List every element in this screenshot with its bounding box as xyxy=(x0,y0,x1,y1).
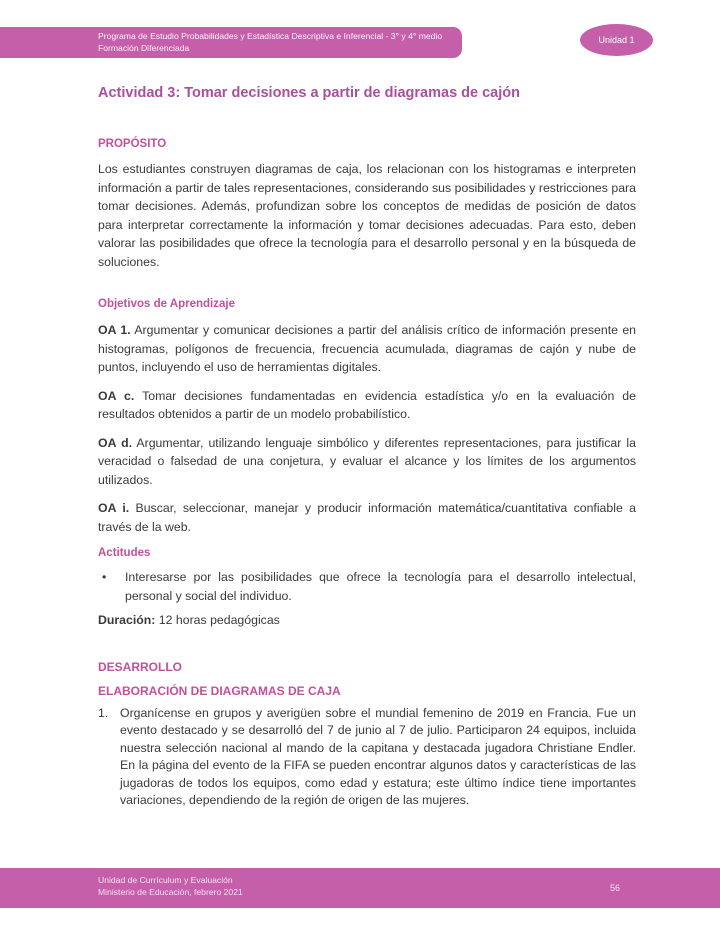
oa-item-d xyxy=(98,434,636,490)
unit-badge: Unidad 1 xyxy=(580,24,653,56)
actitudes-bullet-item xyxy=(98,568,636,605)
program-title-line1: Programa de Estudio Probabilidades y Estadística Descriptiva e Inferencial - 3° y 4° medio xyxy=(98,31,443,41)
oa-item-c-label: OA c. xyxy=(98,388,135,403)
oa-item-c-text: Tomar decisiones fundamentadas en evidencia estadística y/o en la evaluación de resultados obtenidos a partir de un modelo probabilístico. xyxy=(98,388,636,421)
oa-item-d-label: OA d. xyxy=(98,435,132,450)
page-content xyxy=(98,0,636,810)
oa-item-i xyxy=(98,499,636,536)
proposito-heading: PROPÓSITO xyxy=(98,138,167,150)
footer-line1: Unidad de Currículum y Evaluación xyxy=(98,875,233,885)
duracion-line xyxy=(98,611,636,630)
objetivos-heading: Objetivos de Aprendizaje xyxy=(98,298,235,310)
duracion-label: Duración: xyxy=(98,613,156,627)
numbered-item-1-number: 1. xyxy=(98,705,109,720)
elaboracion-heading: ELABORACIÓN DE DIAGRAMAS DE CAJA xyxy=(98,683,341,698)
page-number: 56 xyxy=(609,883,620,893)
oa-item-i-label: OA i. xyxy=(98,501,130,515)
oa-item-c xyxy=(98,387,636,424)
oa-item-1 xyxy=(98,321,636,377)
bullet-icon: • xyxy=(102,570,107,584)
desarrollo-heading: DESARROLLO xyxy=(98,659,182,674)
numbered-item-1-text: Organícense en grupos y averigüen sobre el mundial femenino de 2019 en Francia. Fue un evento destacado y se desarrolló del 7 de junio al 7 de julio. Participaron 24 equipos, incluida nuestra selección nacional al mando de la capitana y destacada jugadora Christiane Endler. En la página del evento de la FIFA se pueden encontrar algunos datos y características de las jugadoras de todos los equipos, como edad y estatura; este último índice tiene importantes variaciones, dependiendo de la región de origen de las mujeres. xyxy=(120,705,636,807)
actitudes-heading: Actitudes xyxy=(98,547,151,559)
footer-line2: Ministerio de Educación, febrero 2021 xyxy=(98,887,243,897)
page-footer-bar xyxy=(0,868,720,908)
duracion-value: 12 horas pedagógicas xyxy=(155,613,280,627)
actitudes-bullet-text: Interesarse por las posibilidades que ofrece la tecnología para el desarrollo intelectual, personal y social del individuo. xyxy=(125,570,636,603)
activity-title: Actividad 3: Tomar decisiones a partir de diagramas de cajón xyxy=(98,85,520,101)
proposito-body: Los estudiantes construyen diagramas de caja, los relacionan con los histogramas e interpreten información a partir de tales representaciones, considerando sus posibilidades y restricciones para tomar decisiones. Además, profundizan sobre los conceptos de medidas de posición de datos para interpretar correctamente la información y tomar decisiones adecuadas. Para esto, deben valorar las posibilidades que ofrece la tecnología para el desarrollo personal y en la búsqueda de soluciones. xyxy=(98,162,636,269)
oa-item-1-label: OA 1. xyxy=(98,323,131,337)
oa-item-i-text: Buscar, seleccionar, manejar y producir información matemática/cuantitativa confiable a través de la web. xyxy=(98,501,636,534)
oa-item-d-text: Argumentar, utilizando lenguaje simbólico y diferentes representaciones, para justificar la veracidad o falsedad de una conjetura, y evaluar el alcance y los límites de los argumentos utilizados. xyxy=(98,435,636,487)
program-title-line2: Formación Diferenciada xyxy=(98,42,190,53)
numbered-item-1 xyxy=(98,705,636,810)
oa-item-1-text: Argumentar y comunicar decisiones a partir del análisis crítico de información presente en histogramas, polígonos de frecuencia, frecuencia acumulada, diagramas de cajón y nube de puntos, incluyendo el uso de herramientas digitales. xyxy=(98,323,637,374)
